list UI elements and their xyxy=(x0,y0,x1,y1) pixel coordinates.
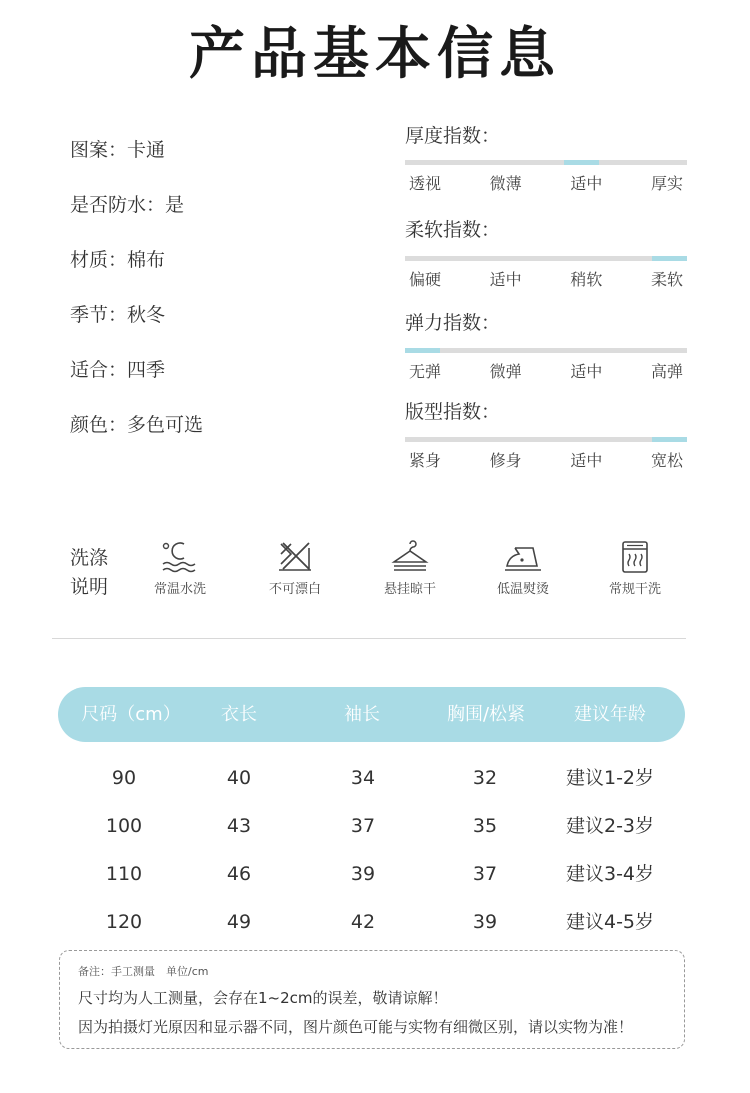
index-bar xyxy=(405,348,687,353)
note-line: 因为拍摄灯光原因和显示器不同，图片颜色可能与实物有细微区别，请以实物为准！ xyxy=(78,1018,634,1036)
cell-sleeve: 39 xyxy=(350,863,376,885)
wash-item xyxy=(478,540,568,597)
attribute-season: 季节：秋冬 xyxy=(70,304,166,326)
index-label: 微薄 xyxy=(489,174,522,193)
no-bleach-icon xyxy=(275,540,315,574)
normal-temp-wash-icon xyxy=(160,540,200,574)
note-line: 尺寸均为人工测量，会存在1~2cm的误差，敬请谅解！ xyxy=(78,989,448,1007)
thickness-index xyxy=(405,122,687,194)
index-bar-marker xyxy=(652,437,687,442)
index-label: 高弹 xyxy=(650,362,683,381)
fit-index xyxy=(405,398,687,471)
index-bar-marker xyxy=(652,256,687,261)
divider xyxy=(52,638,686,639)
cell-chest: 37 xyxy=(472,863,498,885)
cell-length: 49 xyxy=(226,911,252,933)
low-temp-iron-icon xyxy=(503,540,543,574)
index-label: 修身 xyxy=(489,451,522,470)
index-label: 微弹 xyxy=(489,362,522,381)
cell-age: 建议3-4岁 xyxy=(565,863,655,885)
index-label: 厚实 xyxy=(650,174,683,193)
note-header: 备注：手工测量 单位/cm xyxy=(78,965,209,978)
index-label: 稍软 xyxy=(570,270,603,289)
cell-age: 建议2-3岁 xyxy=(565,815,655,837)
index-label: 紧身 xyxy=(409,451,442,470)
index-title: 厚度指数： xyxy=(405,125,501,147)
table-row xyxy=(58,907,685,937)
wash-label: 常温水洗 xyxy=(153,582,206,597)
cell-length: 43 xyxy=(226,815,252,837)
header-chest: 胸围/松紧 xyxy=(446,704,526,725)
cell-chest: 32 xyxy=(472,767,498,789)
wash-title: 洗涤 说明 xyxy=(70,547,109,598)
index-label: 无弹 xyxy=(409,362,442,381)
cell-chest: 39 xyxy=(472,911,498,933)
table-row xyxy=(58,763,685,793)
index-bar xyxy=(405,256,687,261)
attribute-waterproof: 是否防水：是 xyxy=(70,194,185,216)
attribute-pattern: 图案：卡通 xyxy=(70,139,166,161)
index-title: 柔软指数： xyxy=(405,219,501,241)
cell-size: 110 xyxy=(105,863,143,885)
wash-item xyxy=(365,540,455,597)
measurement-note xyxy=(59,950,685,1049)
softness-index xyxy=(405,216,687,290)
cell-chest: 35 xyxy=(472,815,498,837)
index-bar xyxy=(405,437,687,442)
index-label: 适中 xyxy=(489,270,522,289)
size-table-header xyxy=(58,687,685,742)
wash-label: 悬挂晾干 xyxy=(383,582,436,597)
attribute-suitable: 适合：四季 xyxy=(70,359,166,381)
table-row xyxy=(58,859,685,889)
index-label: 柔软 xyxy=(650,270,683,289)
index-label: 适中 xyxy=(570,174,603,193)
cell-length: 46 xyxy=(226,863,252,885)
index-bar xyxy=(405,160,687,165)
cell-length: 40 xyxy=(226,767,252,789)
wash-label: 常规干洗 xyxy=(608,582,661,597)
index-title: 版型指数： xyxy=(405,401,501,423)
elasticity-index xyxy=(405,309,687,382)
cell-size: 120 xyxy=(105,911,143,933)
wash-instructions xyxy=(70,540,690,610)
cell-age: 建议4-5岁 xyxy=(565,911,655,933)
attribute-material: 材质：棉布 xyxy=(70,249,166,271)
attribute-color: 颜色：多色可选 xyxy=(70,414,204,436)
index-bar-marker xyxy=(564,160,599,165)
index-label: 宽松 xyxy=(650,451,683,470)
table-row xyxy=(58,811,685,841)
page-title: 产品基本信息 xyxy=(189,22,561,87)
index-label: 透视 xyxy=(409,174,442,193)
cell-size: 100 xyxy=(105,815,143,837)
cell-size: 90 xyxy=(111,767,137,789)
dry-clean-icon xyxy=(615,540,655,574)
index-label: 适中 xyxy=(570,451,603,470)
cell-sleeve: 42 xyxy=(350,911,376,933)
index-label: 偏硬 xyxy=(409,270,442,289)
wash-label: 低温熨烫 xyxy=(496,582,549,597)
header-sleeve: 袖长 xyxy=(344,704,380,725)
header-length: 衣长 xyxy=(221,704,257,725)
wash-item xyxy=(135,540,225,597)
header-size: 尺码（cm） xyxy=(81,704,181,725)
wash-item xyxy=(590,540,680,597)
cell-sleeve: 34 xyxy=(350,767,376,789)
index-title: 弹力指数： xyxy=(405,312,501,334)
attribute-list xyxy=(70,135,203,465)
hang-dry-icon xyxy=(390,540,430,574)
cell-age: 建议1-2岁 xyxy=(565,767,655,789)
wash-label: 不可漂白 xyxy=(268,582,321,597)
wash-item xyxy=(250,540,340,597)
header-age: 建议年龄 xyxy=(574,704,646,725)
index-label: 适中 xyxy=(570,362,603,381)
cell-sleeve: 37 xyxy=(350,815,376,837)
index-bar-marker xyxy=(405,348,440,353)
